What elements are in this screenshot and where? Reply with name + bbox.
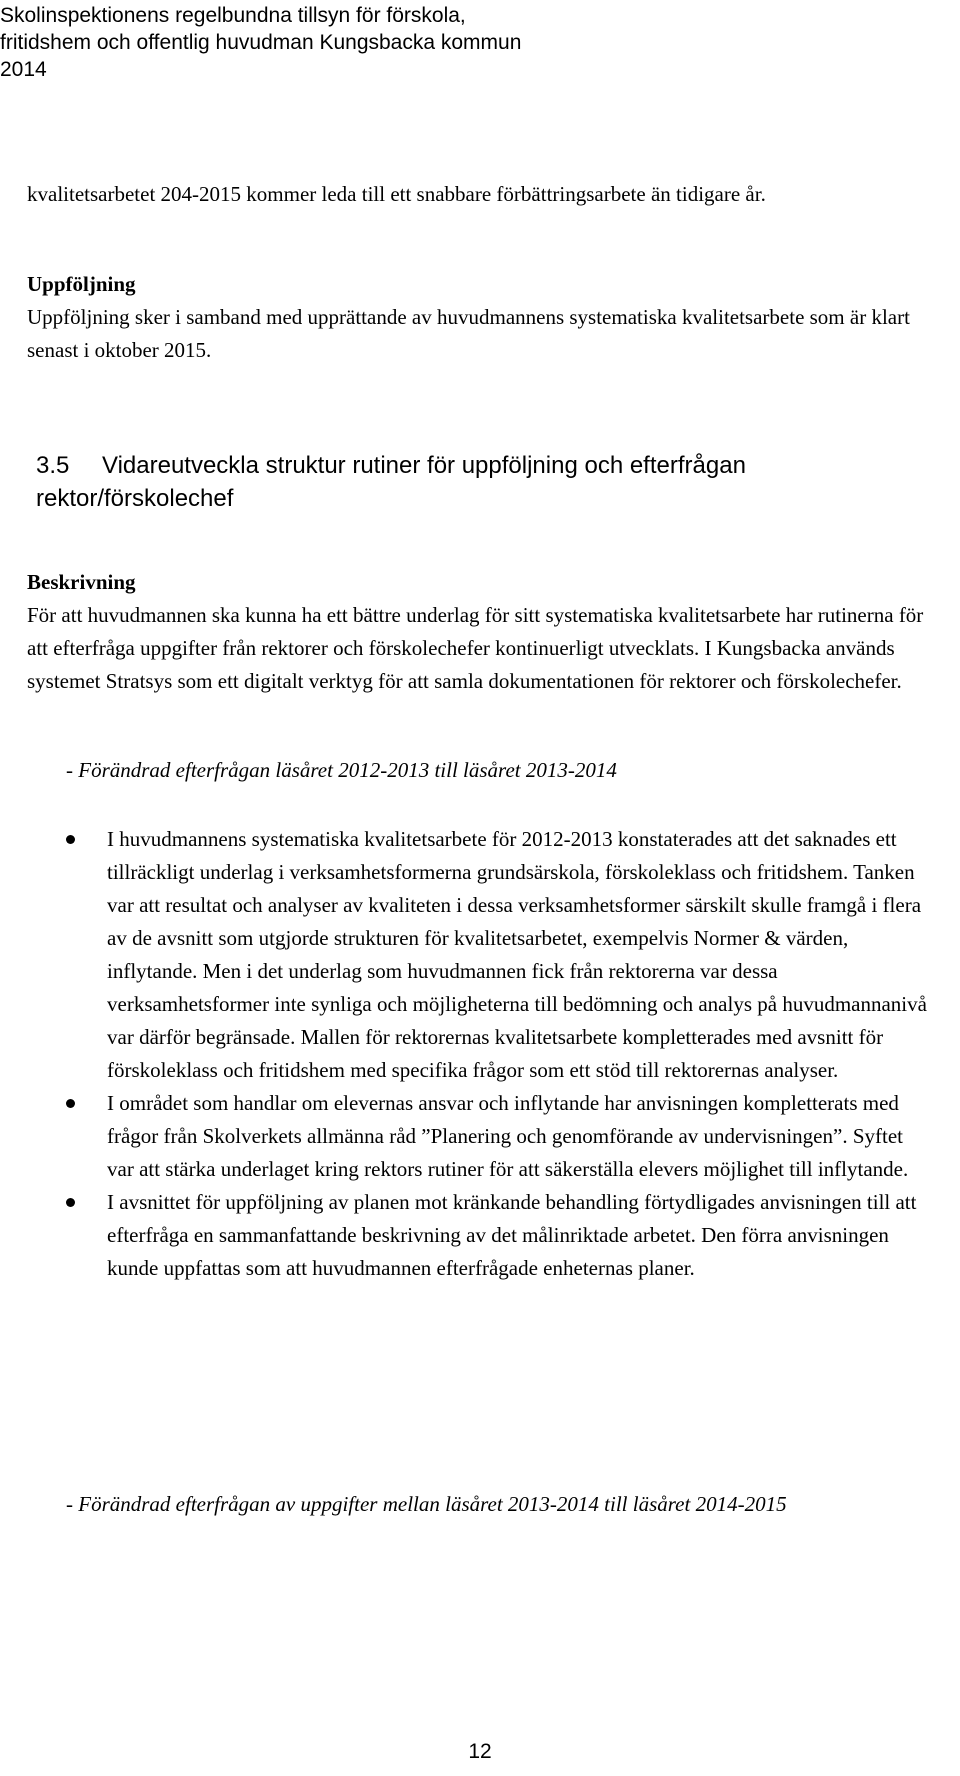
description-heading: Beskrivning <box>27 570 136 594</box>
header-line-1: Skolinspektionens regelbundna tillsyn för förskola, <box>0 4 466 27</box>
section-number: 3.5 <box>36 452 70 479</box>
change-note-2012-2014: - Förändrad efterfrågan läsåret 2012-2013 till läsåret 2013-2014 <box>66 758 617 782</box>
intro-paragraph: kvalitetsarbetet 204-2015 kommer leda till ett snabbare förbättringsarbete än tidigare år. <box>27 182 766 206</box>
change-note-2013-2015: - Förändrad efterfrågan av uppgifter mellan läsåret 2013-2014 till läsåret 2014-2015 <box>66 1492 787 1516</box>
list-item-text: I avsnittet för uppföljning av planen mot kränkande behandling förtydligades anvisningen till att efterfråga en sammanfattande beskrivning av det målinriktade arbetet. Den förra anvisningen kunde uppfattas som att huvudmannen efterfrågade enheternas planer. <box>107 1190 917 1280</box>
section-heading <box>36 449 916 515</box>
followup-paragraph: Uppföljning sker i samband med upprättande av huvudmannens systematiska kvalitetsarbete som är klart senast i oktober 2015. <box>27 305 910 362</box>
bullet-icon <box>66 1099 75 1108</box>
page-number: 12 <box>468 1740 492 1763</box>
list-item <box>66 823 934 1087</box>
page-header <box>0 2 930 83</box>
list-item-text: I området som handlar om elevernas ansvar och inflytande har anvisningen kompletterats med frågor från Skolverkets allmänna råd ”Planering och genomförande av undervisningen”. Syftet var att stärka underlaget kring rektors rutiner för att säkerställa elevers möjlighet till inflytande. <box>107 1091 909 1181</box>
description-paragraph: För att huvudmannen ska kunna ha ett bättre underlag för sitt systematiska kvalitetsarbete har rutinerna för att efterfråga uppgifter från rektorer och förskolechefer kontinuerligt utvecklats. I Kungsbacka används systemet Stratsys som ett digitalt verktyg för att samla dokumentationen för rektorer och förskolechefer. <box>27 603 924 693</box>
list-item <box>66 1087 934 1186</box>
followup-heading: Uppföljning <box>27 272 136 296</box>
bullet-list <box>66 823 934 1285</box>
bullet-icon <box>66 835 75 844</box>
list-item-text: I huvudmannens systematiska kvalitetsarbete för 2012-2013 konstaterades att det saknades ett tillräckligt underlag i verksamhetsformerna grundsärskola, förskoleklass och fritidshem. Tanken var att resultat och analyser av kvaliteten i dessa verksamhetsformer särskilt skulle framgå i flera av de avsnitt som utgjorde strukturen för kvalitetsarbetet, exempelvis Normer & värden, inflytande. Men i det underlag som huvudmannen fick från rektorerna var dessa verksamhetsformer inte synliga och möjligheterna till bedömning och analys på huvudmannanivå var därför begränsade. Mallen för rektorernas kvalitetsarbete kompletterades med avsnitt för förskoleklass och fritidshem med specifika frågor som ett stöd till rektorernas analyser. <box>107 827 927 1082</box>
header-line-2: fritidshem och offentlig huvudman Kungsbacka kommun <box>0 31 522 54</box>
header-line-3: 2014 <box>0 58 47 81</box>
section-title: Vidareutveckla struktur rutiner för uppföljning och efterfrågan rektor/förskolechef <box>36 452 746 512</box>
list-item <box>66 1186 934 1285</box>
bullet-icon <box>66 1198 75 1207</box>
